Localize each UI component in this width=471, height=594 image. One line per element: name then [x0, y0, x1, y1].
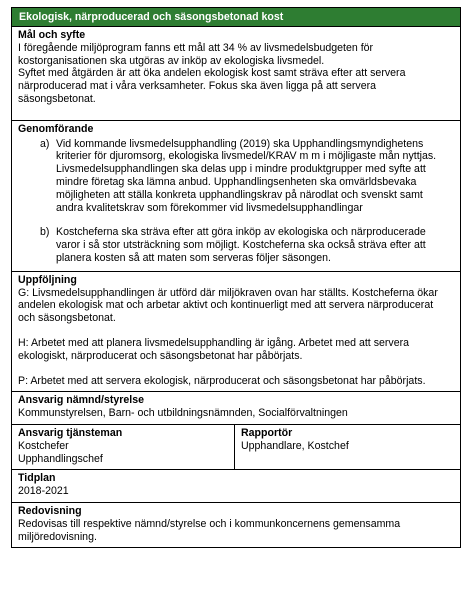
list-item-text: [56, 138, 454, 215]
text-line: Kostcheferna ska sträva efter att göra inköp av ekologiska och närproducerade: [56, 226, 426, 239]
card-title: Ekologisk, närproducerad och säsongsbetonad kost: [12, 8, 460, 27]
text-line: Syftet med åtgärden är att öka andelen ekologisk kost samt sträva efter att servera: [18, 67, 406, 80]
text-line: G: Livsmedelsupphandlingen är utförd där miljökraven ovan har ställts. Kostcheferna ökar: [18, 286, 438, 299]
list-marker: a): [40, 137, 50, 150]
field-value: 2018-2021: [18, 485, 69, 498]
spacer: [18, 363, 454, 375]
section-ansvarig-namnd: [12, 392, 460, 425]
section-label: Ansvarig nämnd/styrelse: [18, 394, 144, 407]
text-line: säsongsbetonat.: [18, 92, 96, 105]
field-value: Kostchefer: [18, 439, 69, 452]
spacer: [18, 106, 454, 116]
text-line: Redovisas till respektive nämnd/styrelse och i kommunkoncernens gemensamma: [18, 517, 401, 530]
text-line: andelen ekologisk mat och arbetar aktivt och kontinuerligt med att servera närproducerat: [18, 299, 434, 312]
list-marker: b): [40, 226, 50, 239]
measure-list: [18, 138, 454, 265]
section-label: Redovisning: [18, 504, 82, 517]
section-tidplan: [12, 470, 460, 503]
section-genomforande: [12, 121, 460, 272]
section-label: Tidplan: [18, 472, 56, 485]
text-line: P: Arbetet med att servera ekologisk, närproducerat och säsongsbetonat har påbörjats.: [18, 374, 426, 387]
section-label: Ansvarig tjänsteman: [18, 426, 123, 439]
spacer: [18, 325, 454, 337]
text-line: andra kvalitetskrav som förekommer vid livsmedelsupphandlingar: [56, 201, 363, 214]
text-line: miljöredovisning.: [18, 530, 97, 543]
text-line: närproducerad mat i våra verksamheter. Fokus ska även ligga på att servera: [18, 80, 377, 93]
section-label: Rapportör: [241, 426, 293, 439]
text-line: kostorganisationen ska utgöras av inköp av ekologiska livsmedel.: [18, 54, 325, 67]
text-line: planera kosten så att maten som serveras följer säsongen.: [56, 251, 331, 264]
text-line: H: Arbetet med att planera livsmedelsupphandling är igång. Arbetet med att servera: [18, 336, 410, 349]
list-item: [18, 138, 454, 215]
field-value: Upphandlare, Kostchef: [241, 439, 349, 452]
section-label: Uppföljning: [18, 273, 77, 286]
section-label: Genomförande: [18, 122, 94, 135]
text-line: varor i så stor utsträckning som möjligt. Kostcheferna ska också sträva efter att: [56, 239, 426, 252]
field-value: Upphandlingschef: [18, 452, 103, 465]
section-label: Mål och syfte: [18, 29, 86, 41]
text-line: mindre företag ska lämna anbud. Upphandlingsenheten ska omvärldsbevaka: [56, 175, 417, 188]
section-mal-och-syfte: [12, 27, 460, 121]
text-line: Vid kommande livsmedelsupphandling (2019) ska Upphandlingsmyndighetens: [56, 137, 424, 150]
responsibility-row: [12, 425, 460, 470]
text-line: Livsmedelsupphandlingen ska delas upp i mindre produktgrupper med syfte att: [56, 163, 426, 176]
section-redovisning: [12, 503, 460, 547]
action-card: [11, 7, 461, 548]
section-ansvarig-tjansteman: [12, 425, 235, 469]
text-line: och säsongsbetonat.: [18, 312, 116, 325]
section-uppfoljning: [12, 272, 460, 393]
list-item-text: [56, 226, 454, 264]
list-item: [18, 226, 454, 264]
field-value: Kommunstyrelsen, Barn- och utbildningsnämnden, Socialförvaltningen: [18, 407, 348, 420]
text-line: ekologiskt, närproducerat och säsongsbetonat har påbörjats.: [18, 349, 303, 362]
text-line: I föregående miljöprogram fanns ett mål att 34 % av livsmedelsbudgeten för: [18, 41, 374, 54]
section-rapportor: [235, 425, 460, 469]
text-line: kriterier för djuromsorg, ekologiska livsmedel/KRAV m m i möjligaste mån nyttjas.: [56, 150, 437, 163]
text-line: möjligheten att ställa konkreta upphandlingskrav på närodlat och svenskt samt: [56, 188, 423, 201]
